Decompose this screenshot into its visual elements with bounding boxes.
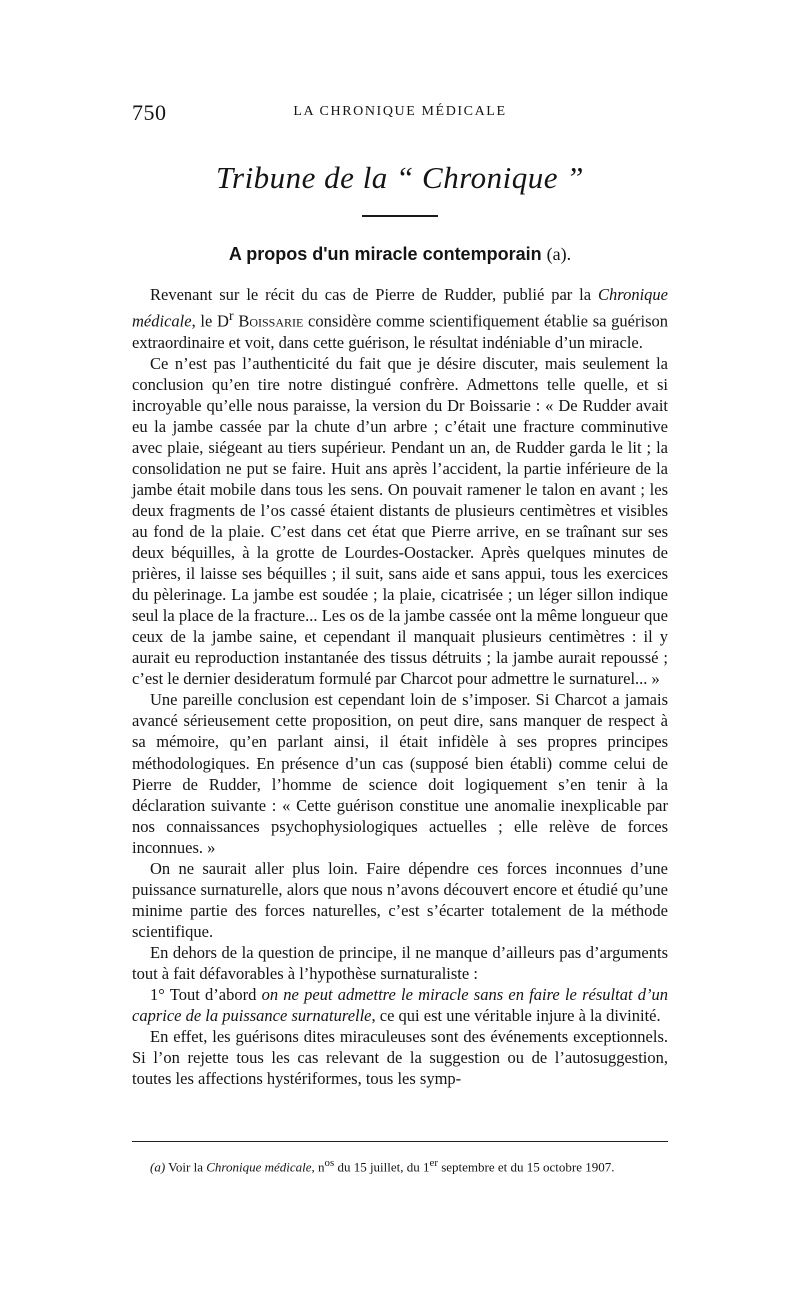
footnote-marker: (a) bbox=[150, 1159, 166, 1175]
paragraph-3: Une pareille conclusion est cependant loin de s’imposer. Si Charcot a jamais avancé sérieusement cette proposition, on peut dire, sans manquer de respect à sa mémoire, qu’en parlant ainsi, il était infidèle à ses propres principes méthodologiques. En présence d’un cas (supposé bien établi) comme celui de Pierre de Rudder, l’homme de science doit logiquement s’en tenir à la déclaration suivante : « Cette guérison constitue une anomalie inexplicable par nos connaissances psychophysiologiques actuelles ; elle relève de forces inconnues. » bbox=[132, 690, 668, 857]
footnote-rule bbox=[132, 1141, 668, 1142]
footnote-ref: (a). bbox=[546, 244, 572, 264]
journal-title: Chronique médicale bbox=[132, 285, 668, 331]
paragraph-1: Revenant sur le récit du cas de Pierre de Rudder, publié par la Chronique médicale, le $D^r$ Boissarie considère comme scientifiquement établie sa guérison extraordinaire et voit, dans cette guérison, le résultat indéniable d’un miracle. bbox=[132, 285, 669, 352]
author-name: Boissarie bbox=[238, 311, 304, 331]
running-head: LA CHRONIQUE MÉDICALE bbox=[293, 104, 507, 119]
title-rule bbox=[362, 215, 438, 217]
paragraph-2: Ce n’est pas l’authenticité du fait que je désire discuter, mais seulement la conclusion qu’en tire notre distingué confrère. Admettons telle quelle, et si incroyable qu’elle nous paraisse, la version du Dr Boissarie : « De Rudder avait eu la jambe cassée par la chute d’un arbre ; c’était une fracture comminutive avec plaie, siégeant au tiers supérieur. Pendant un an, de Rudder garda le lit ; la consolidation ne put se faire. Huit ans après l’accident, la partie inférieure de la jambe était mobile dans tous les sens. On pouvait ramener le talon en avant ; les deux fragments de l’os cassé étaient distants de plusieurs centimètres et visibles au fond de la plaie. C’est dans cet état que Pierre arrive, en se traînant sur ses deux béquilles, à la grotte de Lourdes-Oostacker. Après quelques minutes de prières, il laisse ses béquilles ; il suit, sans aide et sans appui, tous les exercices du pèlerinage. La jambe est soudée ; la plaie, cicatrisée ; un léger sillon indique seul la place de la fracture... Les os de la jambe cassée ont la même longueur que ceux de la jambe saine, et cependant il manquait plusieurs centimètres : il y aurait eu reproduction instantanée des tissus détruits ; la jambe aurait repoussé ; c’est le dernier desideratum formulé par Charcot pour admettre le surnaturel... » bbox=[132, 353, 668, 689]
paragraph-4: On ne saurait aller plus loin. Faire dépendre ces forces inconnues d’une puissance surnaturelle, alors que nous n’avons découvert encore et étudié qu’une minime partie des forces naturelles, c’est s’écarter totalement de la méthode scientifique. bbox=[132, 858, 668, 941]
paragraph-6: 1° Tout d’abord on ne peut admettre le miracle sans en faire le résultat d’un caprice de la puissance surnaturelle, ce qui est une véritable injure à la divinité. bbox=[132, 985, 669, 1026]
emphasis: on ne peut admettre le miracle sans en faire le résultat d’un caprice de la puissance surnaturelle bbox=[132, 985, 669, 1026]
footnote: (a) Voir la Chronique médicale, $n^{os}$ du 15 juillet, du 1er septembre et du 15 octobre 1907. bbox=[150, 1157, 615, 1175]
article-title-text: A propos d'un miracle contemporain bbox=[228, 244, 542, 264]
page-header bbox=[132, 100, 668, 130]
page-number: 750 bbox=[132, 100, 167, 125]
article-title bbox=[132, 244, 668, 265]
paragraph-5: En dehors de la question de principe, il ne manque d’ailleurs pas d’arguments tout à fait défavorables à l’hypothèse surnaturaliste : bbox=[132, 942, 668, 983]
paragraph-7: En effet, les guérisons dites miraculeuses sont des événements exceptionnels. Si l’on rejette tous les cas relevant de la suggestion ou de l’autosuggestion, toutes les affections hystériformes, tous les symp- bbox=[132, 1027, 668, 1089]
section-title: Tribune de la “ Chronique ” bbox=[215, 160, 585, 195]
article-body bbox=[132, 284, 668, 1089]
